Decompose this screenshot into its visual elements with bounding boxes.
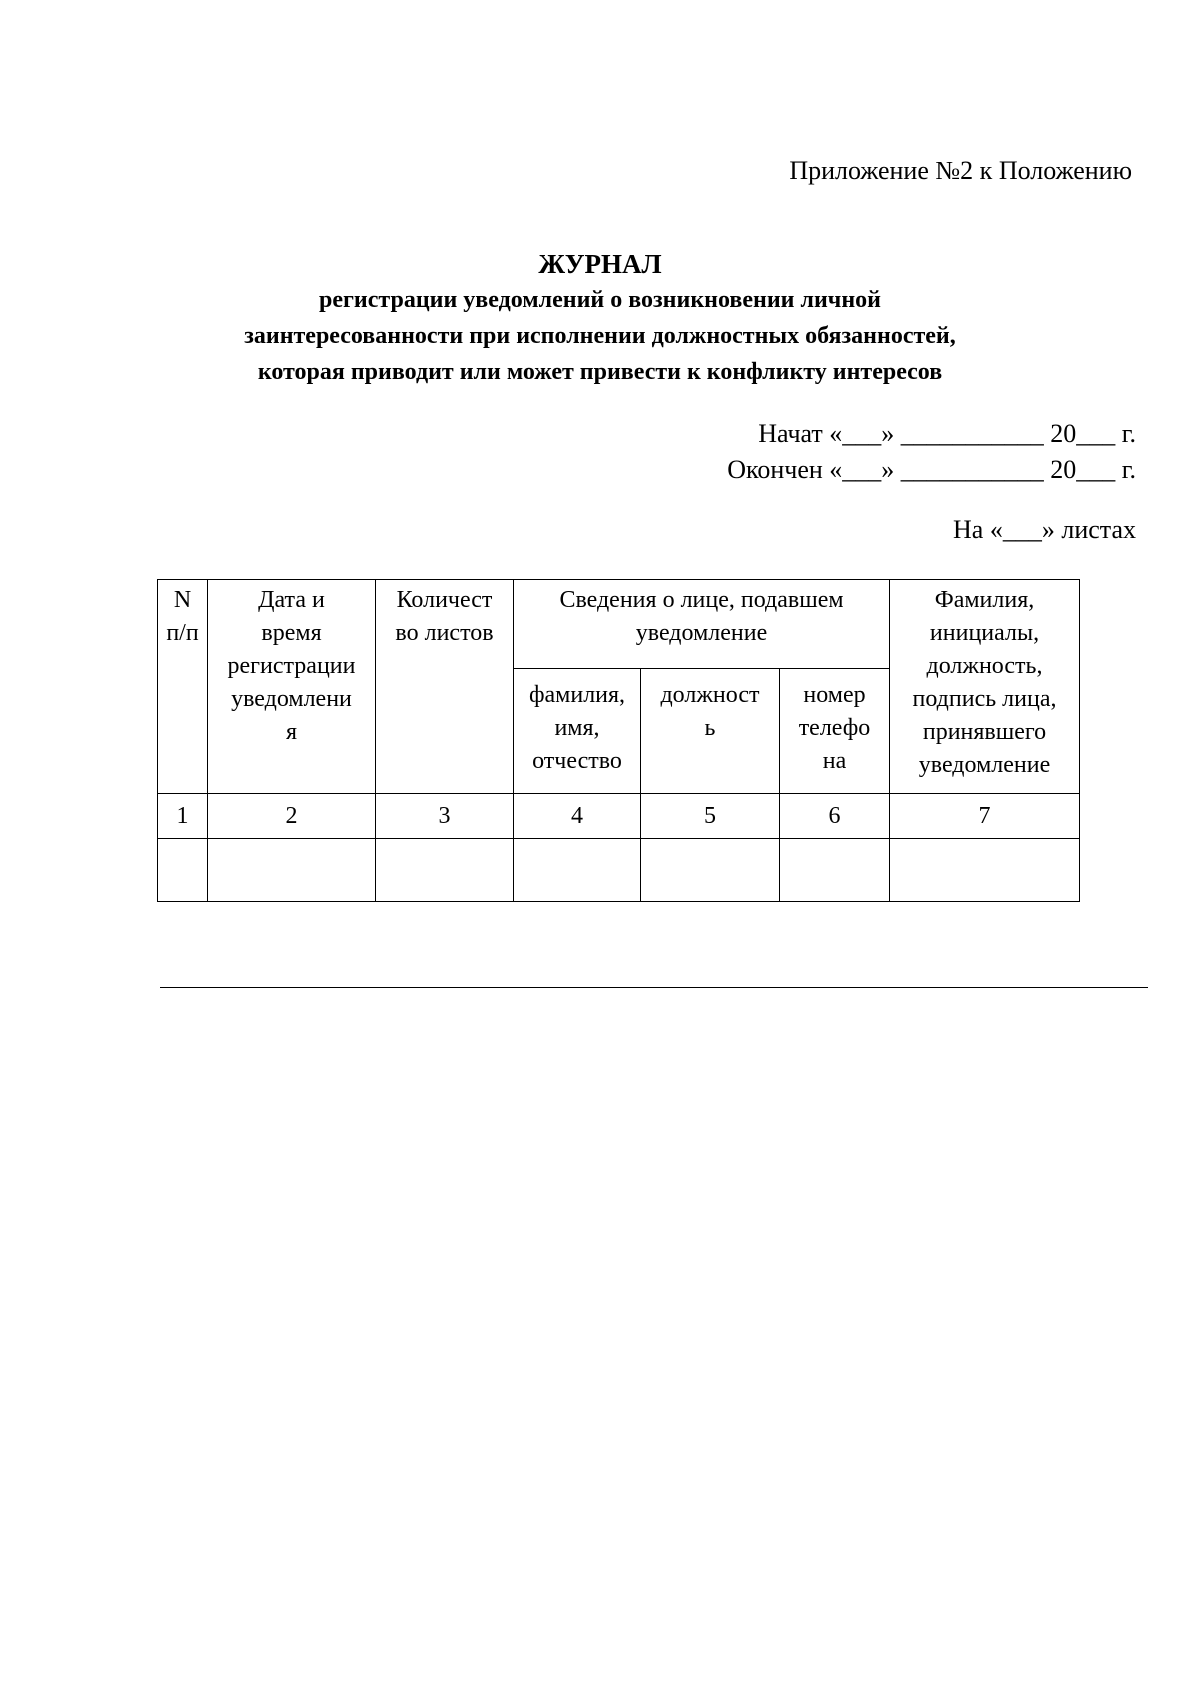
header-receiver: Фамилия, инициалы, должность, подпись лица, принявшего уведомление: [890, 580, 1080, 794]
column-number: 3: [376, 794, 514, 839]
header-row: [158, 580, 1080, 669]
column-number: 1: [158, 794, 208, 839]
journal-dates: [727, 416, 1136, 488]
column-number: 4: [514, 794, 641, 839]
empty-cell: [780, 839, 890, 902]
empty-cell: [514, 839, 641, 902]
empty-cell: [376, 839, 514, 902]
column-number: 7: [890, 794, 1080, 839]
column-number-row: [158, 794, 1080, 839]
empty-cell: [208, 839, 376, 902]
appendix-label: Приложение №2 к Положению: [789, 156, 1132, 185]
subtitle-line: регистрации уведомлений о возникновении личной: [319, 287, 881, 313]
column-number: 6: [780, 794, 890, 839]
empty-cell: [641, 839, 780, 902]
subtitle-line: которая приводит или может привести к конфликту интересов: [257, 359, 943, 385]
started-date: Начат «___» ___________ 20___ г.: [758, 419, 1136, 448]
header-phone: номер телефо на: [780, 669, 890, 794]
document-title: ЖУРНАЛ: [538, 249, 662, 279]
bottom-divider: [160, 987, 1148, 988]
empty-cell: [890, 839, 1080, 902]
column-number: 2: [208, 794, 376, 839]
header-number: N п/п: [158, 580, 208, 794]
empty-entry-row: [158, 839, 1080, 902]
header-sheet-count: Количест во листов: [376, 580, 514, 794]
subtitle-line: заинтересованности при исполнении должностных обязанностей,: [244, 323, 956, 349]
journal-table: [157, 579, 1080, 902]
header-position: должност ь: [641, 669, 780, 794]
column-number: 5: [641, 794, 780, 839]
document-title-block: [0, 248, 1200, 390]
ended-date: Окончен «___» ___________ 20___ г.: [727, 455, 1136, 484]
header-full-name: фамилия, имя, отчество: [514, 669, 641, 794]
sheet-count: На «___» листах: [953, 515, 1136, 544]
header-submitter-info: Сведения о лице, подавшем уведомление: [514, 580, 890, 669]
header-registration-datetime: Дата и время регистрации уведомлени я: [208, 580, 376, 794]
empty-cell: [158, 839, 208, 902]
